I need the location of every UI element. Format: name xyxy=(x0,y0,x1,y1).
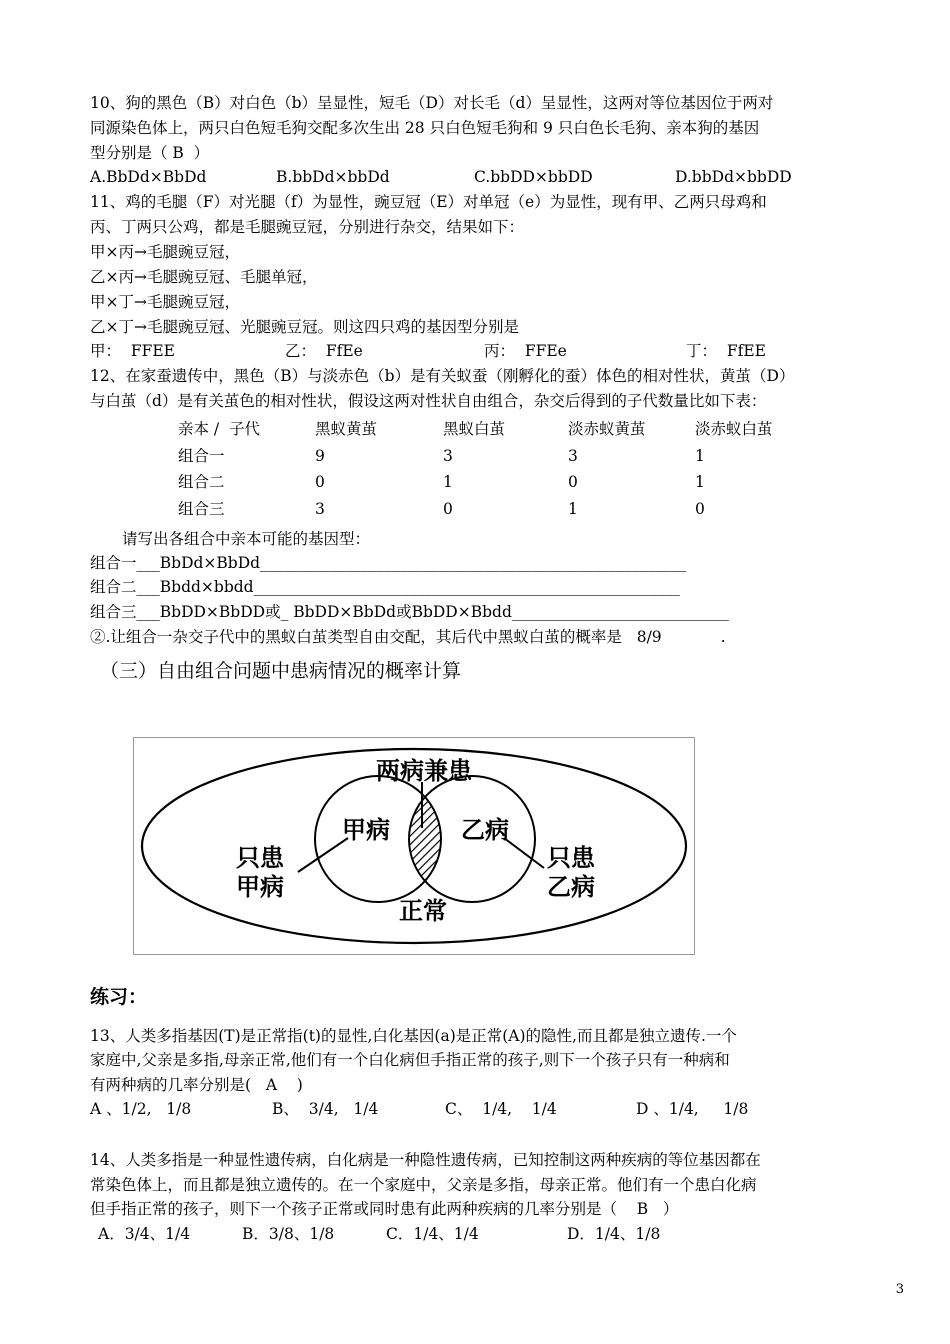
table-cell: 3 xyxy=(443,446,453,465)
q14-option-d: D．1/4、1/8 xyxy=(567,1225,661,1243)
table-cell: 1 xyxy=(568,499,578,518)
table-cell: 3 xyxy=(315,499,325,518)
section-heading: （三）自由组合问题中患病情况的概率计算 xyxy=(100,660,462,682)
q11-answer-ding: 丁： FfEE xyxy=(686,342,766,360)
table-cell: 1 xyxy=(443,473,453,492)
q11-line-5: 甲×丁→毛腿豌豆冠， xyxy=(90,293,240,311)
q14-line-2: 常染色体上，而且都是独立遗传的。在一个家庭中，父亲是多指，母亲正常。他们有一个患白化病 xyxy=(90,1176,757,1194)
q10-option-d: D.bbDd×bbDD xyxy=(675,168,792,186)
table-cell: 1 xyxy=(695,446,705,465)
table-cell: 组合三 xyxy=(178,499,225,518)
table-cell: 3 xyxy=(568,446,578,465)
q12-sub-question-2: ②.让组合一杂交子代中的黑蚁白茧类型自由交配，其后代中黑蚁白茧的概率是 8/9 . xyxy=(90,628,726,646)
q14-option-c: C．1/4、1/4 xyxy=(386,1225,479,1243)
label-both-diseases: 两病兼患 xyxy=(376,757,472,785)
q11-line-3: 甲×丙→毛腿豌豆冠， xyxy=(90,243,240,261)
page-number: 3 xyxy=(895,1282,904,1297)
table-cell: 0 xyxy=(443,499,453,518)
label-disease-a: 甲病 xyxy=(342,816,390,844)
label-normal: 正常 xyxy=(399,897,447,925)
venn-diagram-figure xyxy=(133,737,695,955)
q12-answer-1: 组合一___BbDd×BbDd_______________________________________________________ xyxy=(90,554,687,572)
q13-option-b: B、 3/4, 1/4 xyxy=(272,1100,379,1118)
q10-line-3: 型分别是（ B ） xyxy=(90,144,210,162)
q12-prompt: 请写出各组合中亲本可能的基因型： xyxy=(122,530,371,548)
table-cell: 组合二 xyxy=(178,473,225,492)
q12-answer-2: 组合二___Bbdd×bbdd_______________________________________________________ xyxy=(90,578,680,596)
table-cell: 1 xyxy=(695,473,705,492)
q11-answers xyxy=(90,340,910,362)
q14-options xyxy=(90,1223,910,1245)
q14-option-a: A．3/4、1/4 xyxy=(98,1225,191,1243)
table-cell: 0 xyxy=(568,473,578,492)
table-header: 淡赤蚁白茧 xyxy=(695,420,773,438)
q10-line-1: 10、狗的黑色（B）对白色（b）呈显性，短毛（D）对长毛（d）呈显性，这两对等位基因位于两对 xyxy=(90,94,774,112)
table-cell: 0 xyxy=(315,473,325,492)
q13-line-2: 家庭中,父亲是多指,母亲正常,他们有一个白化病但手指正常的孩子,则下一个孩子只有一种病和 xyxy=(90,1051,730,1069)
q11-answer-jia: 甲： FFEE xyxy=(90,342,175,360)
q13-option-c: C、 1/4, 1/4 xyxy=(445,1100,557,1118)
table-header: 黑蚁黄茧 xyxy=(315,420,378,438)
q10-option-c: C.bbDD×bbDD xyxy=(474,168,593,186)
q12-line-1: 12、在家蚕遗传中，黑色（B）与淡赤色（b）是有关蚁蚕（刚孵化的蚕）体色的相对性状，黄茧（D） xyxy=(90,367,795,385)
label-only-b-2: 乙病 xyxy=(547,873,595,901)
label-disease-b: 乙病 xyxy=(461,816,509,844)
q14-line-1: 14、人类多指是一种显性遗传病，白化病是一种隐性遗传病，已知控制这两种疾病的等位基因都在 xyxy=(90,1151,761,1169)
q11-line-1: 11、鸡的毛腿（F）对光腿（f）为显性，豌豆冠（E）对单冠（e）为显性，现有甲、乙两只母鸡和 xyxy=(90,193,767,211)
right-pointer-line xyxy=(504,838,544,868)
q11-line-4: 乙×丙→毛腿豌豆冠、毛腿单冠， xyxy=(90,268,318,286)
q14-option-b: B．3/8、1/8 xyxy=(242,1225,335,1243)
table-header: 淡赤蚁黄茧 xyxy=(568,420,646,438)
q10-line-2: 同源染色体上，两只白色短毛狗交配多次生出 28 只白色短毛狗和 9 只白色长毛狗、亲本狗的基因 xyxy=(90,119,760,137)
q14-line-3: 但手指正常的孩子，则下一个孩子正常或同时患有此两种疾病的几率分别是（ B ） xyxy=(90,1200,679,1218)
label-only-a-2: 甲病 xyxy=(236,873,284,901)
q13-line-3: 有两种病的几率分别是( A ) xyxy=(90,1076,303,1094)
q12-answer-3: 组合三___BbDD×BbDD或_ BbDD×BbDd或BbDD×Bbdd____________________________ xyxy=(90,603,729,621)
left-pointer-line xyxy=(298,838,348,872)
q11-line-6: 乙×丁→毛腿豌豆冠、光腿豌豆冠。则这四只鸡的基因型分别是 xyxy=(90,318,519,336)
table-cell: 组合一 xyxy=(178,446,225,465)
table-header: 亲本 / 子代 xyxy=(178,420,261,438)
q13-options xyxy=(90,1098,910,1120)
table-header: 黑蚁白茧 xyxy=(443,420,506,438)
q10-options xyxy=(90,166,910,188)
q10-option-b: B.bbDd×bbDd xyxy=(276,168,390,186)
venn-diagram xyxy=(134,738,694,954)
q12-line-2: 与白茧（d）是有关茧色的相对性状，假设这两对性状自由组合，杂交后得到的子代数量比如下表： xyxy=(90,392,767,410)
q13-line-1: 13、人类多指基因(T)是正常指(t)的显性,白化基因(a)是正常(A)的隐性,而且都是独立遗传.一个 xyxy=(90,1027,737,1045)
label-only-a-1: 只患 xyxy=(236,844,284,872)
q11-answer-bing: 丙： FFEe xyxy=(484,342,567,360)
table-cell: 9 xyxy=(315,446,325,465)
label-only-b-1: 只患 xyxy=(547,844,595,872)
q13-option-d: D 、1/4, 1/8 xyxy=(636,1100,749,1118)
practice-heading: 练习： xyxy=(90,986,148,1008)
q11-line-2: 丙、丁两只公鸡，都是毛腿豌豆冠，分别进行杂交，结果如下： xyxy=(90,218,525,236)
q10-option-a: A.BbDd×BbDd xyxy=(90,168,207,186)
table-cell: 0 xyxy=(695,499,705,518)
q13-option-a: A 、1/2, 1/8 xyxy=(90,1100,192,1118)
q11-answer-yi: 乙： FfEe xyxy=(285,342,363,360)
